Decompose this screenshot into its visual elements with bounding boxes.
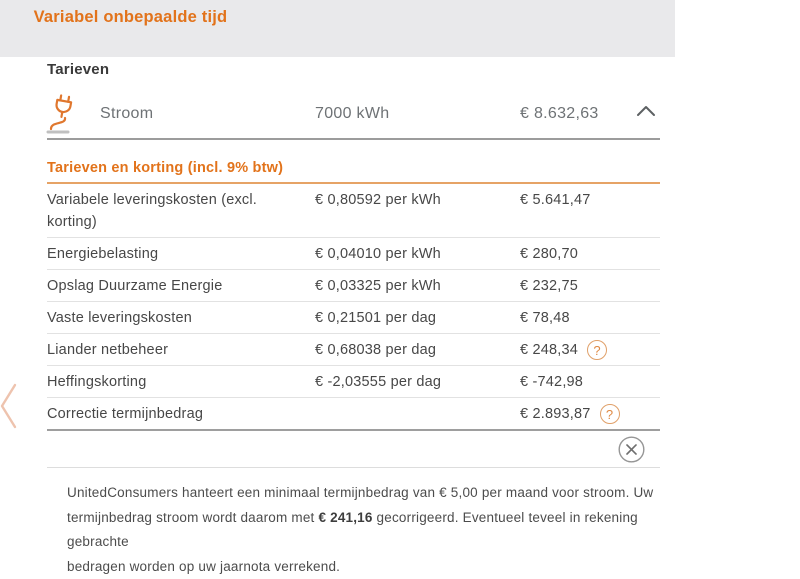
tariff-amount [520,339,660,361]
tariff-amount-value: € 78,48 [520,307,570,329]
tariff-amount [520,189,660,211]
footer-line-2-post: gecorrigeerd. Eventueel teveel in rekening gebrachte [67,510,638,550]
tariff-rate: € 0,04010 per kWh [315,243,520,265]
tariff-label: Correctie termijnbedrag [47,403,315,425]
tariff-amount [520,275,660,297]
page-title: Tarieven [47,57,660,78]
plan-title: Variabel onbepaalde tijd [28,7,233,28]
tariff-row-vaste-leveringskosten [47,302,660,334]
tariff-amount [520,243,660,265]
help-icon[interactable]: ? [587,340,607,360]
tariff-rate: € 0,68038 per dag [315,339,520,361]
tariff-row-correctie-termijnbedrag [47,398,660,431]
chevron-up-icon[interactable] [636,104,656,118]
close-icon[interactable] [618,436,645,463]
carousel-prev-icon[interactable] [0,382,18,430]
section-title: Tarieven en korting (incl. 9% btw) [47,160,660,184]
tariff-amount [520,307,660,329]
footer-correction-amount: € 241,16 [318,510,372,525]
tariff-label: Energiebelasting [47,243,315,265]
footer-line-2-pre: termijnbedrag stroom wordt daarom met [67,510,318,525]
tariff-row-variabele-leveringskosten [47,184,660,238]
close-row [47,431,660,468]
tariff-amount-value: € 5.641,47 [520,189,591,211]
tariff-label: Variabele leveringskosten (excl. korting) [47,189,315,233]
tariff-row-opslag-duurzame-energie [47,270,660,302]
tariff-label: Heffingskorting [47,371,315,393]
footer-line-3: bedragen worden op uw jaarnota verrekend. [67,555,660,579]
tariff-amount-value: € 232,75 [520,275,578,297]
tariff-rate: € 0,80592 per kWh [315,189,520,211]
tariff-amount-value: € 248,34 [520,339,578,361]
product-amount: € 8.632,63 [520,105,660,123]
tariff-label: Liander netbeheer [47,339,315,361]
footer-note [47,468,660,579]
plan-header [0,0,675,57]
footer-line-1: UnitedConsumers hanteert een minimaal termijnbedrag van € 5,00 per maand voor stroom. Uw [67,481,660,506]
footer-line-2 [67,506,660,555]
tariff-row-liander-netbeheer [47,334,660,366]
product-name: Stroom [100,105,153,123]
tariff-rate: € 0,21501 per dag [315,307,520,329]
tariff-amount [520,403,660,425]
electricity-plug-icon [44,92,82,136]
tariff-amount [520,371,660,393]
help-icon[interactable]: ? [600,404,620,424]
tariff-row-energiebelasting [47,238,660,270]
tariff-amount-value: € 280,70 [520,243,578,265]
tariff-amount-value: € -742,98 [520,371,583,393]
tariff-label: Vaste leveringskosten [47,307,315,329]
tariff-rate: € -2,03555 per dag [315,371,520,393]
product-summary-row[interactable] [47,90,660,140]
product-usage: 7000 kWh [315,105,520,123]
tariff-row-heffingskorting [47,366,660,398]
tariff-amount-value: € 2.893,87 [520,403,591,425]
product-cell [47,92,315,136]
tariff-rate: € 0,03325 per kWh [315,275,520,297]
tariff-label: Opslag Duurzame Energie [47,275,315,297]
